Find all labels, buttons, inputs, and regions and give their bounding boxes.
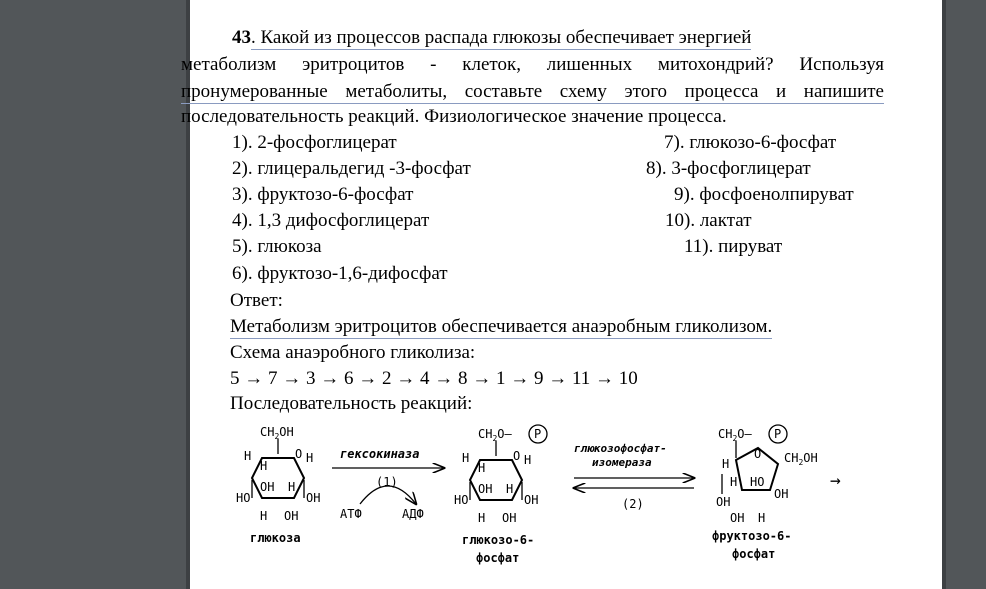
answer-line-1: Метаболизм эритроцитов обеспечивается анаэробным гликолизом. bbox=[230, 316, 773, 337]
svg-text:CH2O—: $CH_2O—$ bbox=[718, 427, 752, 443]
svg-text:OH: OH bbox=[478, 482, 493, 496]
question-line-2: метаболизм эритроцитов - клеток, лишенных митохондрий? Используя bbox=[181, 54, 884, 75]
enzyme-hexokinase: гексокиназа bbox=[340, 447, 420, 461]
svg-text:H: H bbox=[730, 475, 738, 489]
g6p-ch2o: $CH_2O—$ bbox=[478, 427, 512, 443]
svg-text:H: H bbox=[260, 509, 268, 523]
metabolite-7: 7). глюкозо-6-фосфат bbox=[664, 132, 837, 153]
enzyme-isomerase-2: изомераза bbox=[592, 456, 652, 469]
svg-text:P: P bbox=[774, 427, 782, 441]
reaction-1-number: (1) bbox=[376, 475, 398, 489]
f6p-structure bbox=[712, 425, 818, 561]
svg-text:HO: HO bbox=[454, 493, 469, 507]
answer-label: Ответ: bbox=[230, 290, 283, 311]
svg-text:H: H bbox=[260, 459, 268, 473]
svg-text:CH2OH: $CH_2OH$ bbox=[784, 451, 818, 467]
f6p-name-1: фруктозо-6- bbox=[712, 529, 792, 543]
svg-text:O: O bbox=[754, 447, 762, 461]
g6p-name-1: глюкозо-6- bbox=[462, 533, 535, 547]
reaction-scheme bbox=[210, 418, 860, 589]
svg-text:OH: OH bbox=[306, 491, 321, 505]
glucose-ring-o: O bbox=[295, 447, 303, 461]
svg-text:H: H bbox=[758, 511, 766, 525]
metabolite-8: 8). 3-фосфоглицерат bbox=[646, 158, 811, 179]
svg-text:H: H bbox=[478, 461, 486, 475]
reaction-2-number: (2) bbox=[622, 497, 644, 511]
metabolite-1: 1). 2-фосфоглицерат bbox=[232, 132, 397, 153]
svg-text:H: H bbox=[288, 480, 296, 494]
question-line-3: пронумерованные метаболиты, составьте схему этого процесса и напишите bbox=[181, 81, 884, 102]
svg-text:OH: OH bbox=[260, 480, 275, 494]
question-line-1 bbox=[232, 26, 884, 50]
svg-text:H: H bbox=[478, 511, 486, 525]
answer-sequence: 5 → 7 → 3 → 6 → 2 → 4 → 8 → 1 → 9 → 11 → 10 bbox=[230, 368, 638, 389]
page-shadow-right bbox=[942, 0, 946, 589]
svg-text:HO: HO bbox=[236, 491, 251, 505]
reaction-2 bbox=[574, 442, 694, 511]
svg-text:OH: OH bbox=[774, 487, 789, 501]
svg-text:H: H bbox=[506, 482, 514, 496]
adp-label: АДФ bbox=[402, 507, 424, 521]
svg-text:OH: OH bbox=[502, 511, 517, 525]
question-number: 43 bbox=[232, 27, 251, 48]
metabolite-11: 11). пируват bbox=[684, 236, 783, 257]
g6p-structure bbox=[454, 425, 547, 565]
enzyme-isomerase-1: глюкозофосфат- bbox=[574, 442, 667, 455]
f6p-name-2: фосфат bbox=[732, 547, 776, 561]
svg-text:OH: OH bbox=[730, 511, 745, 525]
svg-text:OH: OH bbox=[524, 493, 539, 507]
svg-text:OH: OH bbox=[716, 495, 731, 509]
metabolite-5: 5). глюкоза bbox=[232, 236, 322, 257]
metabolite-4: 4). 1,3 дифосфоглицерат bbox=[232, 210, 430, 231]
svg-text:H: H bbox=[244, 449, 252, 463]
question-line-4: последовательность реакций. Физиологическое значение процесса. bbox=[181, 106, 727, 127]
svg-text:O: O bbox=[513, 449, 521, 463]
atp-label: АТФ bbox=[340, 507, 362, 521]
metabolite-10: 10). лактат bbox=[665, 210, 752, 231]
svg-text:OH: OH bbox=[284, 509, 299, 523]
metabolite-9: 9). фосфоенолпируват bbox=[674, 184, 854, 205]
svg-text:H: H bbox=[462, 451, 470, 465]
glucose-structure bbox=[236, 425, 320, 545]
reaction-1 bbox=[332, 447, 444, 521]
svg-text:H: H bbox=[524, 453, 532, 467]
question-text-1: . Какой из процессов распада глюкозы обеспечивает энергией bbox=[251, 27, 752, 48]
svg-text:HO: HO bbox=[750, 475, 765, 489]
svg-text:H: H bbox=[306, 451, 314, 465]
svg-text:P: P bbox=[534, 427, 542, 441]
metabolite-3: 3). фруктозо-6-фосфат bbox=[232, 184, 414, 205]
continue-arrow: → bbox=[830, 470, 841, 491]
glucose-ch2oh: $CH_2OH$ bbox=[260, 425, 294, 441]
glucose-name: глюкоза bbox=[250, 531, 301, 545]
answer-line-3: Последовательность реакций: bbox=[230, 393, 473, 414]
answer-line-2: Схема анаэробного гликолиза: bbox=[230, 342, 476, 363]
metabolite-6: 6). фруктозо-1,6-дифосфат bbox=[232, 263, 448, 284]
g6p-name-2: фосфат bbox=[476, 551, 520, 565]
metabolite-2: 2). глицеральдегид -3-фосфат bbox=[232, 158, 471, 179]
svg-text:H: H bbox=[722, 457, 730, 471]
